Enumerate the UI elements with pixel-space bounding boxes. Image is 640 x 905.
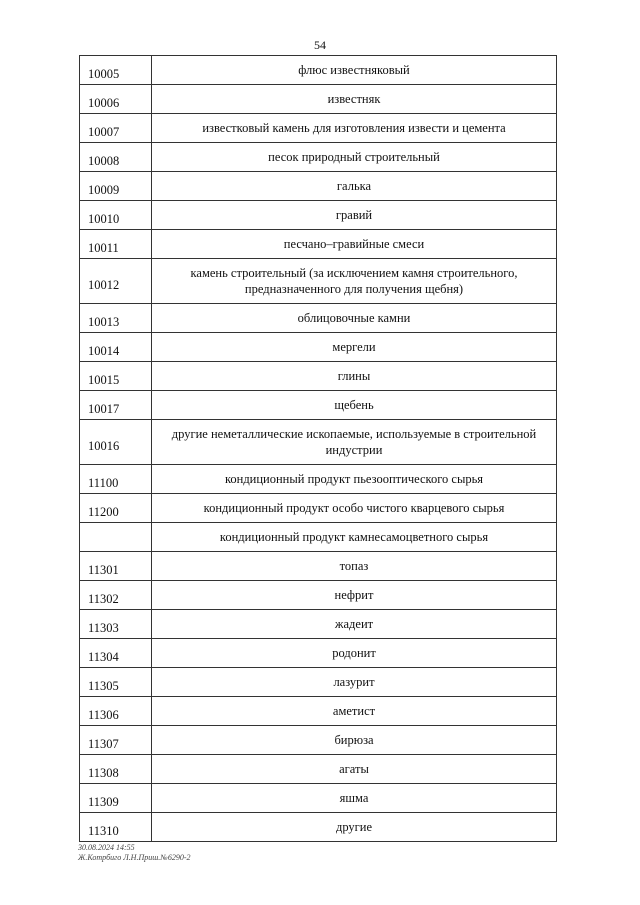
row-code: 10013 <box>80 304 152 333</box>
table-row <box>80 610 557 639</box>
table-row <box>80 755 557 784</box>
row-name: кондиционный продукт пьезооптического сырья <box>152 465 557 494</box>
row-code: 10009 <box>80 172 152 201</box>
row-name: кондиционный продукт камнесамоцветного сырья <box>152 523 557 552</box>
table-row <box>80 639 557 668</box>
row-name: родонит <box>152 639 557 668</box>
table-row <box>80 56 557 85</box>
table-row <box>80 230 557 259</box>
row-name: кондиционный продукт особо чистого кварцевого сырья <box>152 494 557 523</box>
row-name: песок природный строительный <box>152 143 557 172</box>
row-name: лазурит <box>152 668 557 697</box>
table-row <box>80 726 557 755</box>
row-name: яшма <box>152 784 557 813</box>
row-name: облицовочные камни <box>152 304 557 333</box>
page-number: 54 <box>314 38 326 52</box>
table-row <box>80 523 557 552</box>
row-name: мергели <box>152 333 557 362</box>
table-row <box>80 85 557 114</box>
table-row <box>80 362 557 391</box>
row-code: 10010 <box>80 201 152 230</box>
row-code: 11306 <box>80 697 152 726</box>
row-name: аметист <box>152 697 557 726</box>
row-code: 11200 <box>80 494 152 523</box>
row-code: 10015 <box>80 362 152 391</box>
row-name: известковый камень для изготовления извести и цемента <box>152 114 557 143</box>
table-row <box>80 143 557 172</box>
row-code: 10017 <box>80 391 152 420</box>
row-code: 10012 <box>80 259 152 304</box>
row-code: 11309 <box>80 784 152 813</box>
table-row <box>80 494 557 523</box>
row-name: известняк <box>152 85 557 114</box>
footer-stamp <box>78 843 190 863</box>
row-name: галька <box>152 172 557 201</box>
table-row <box>80 668 557 697</box>
table-row <box>80 333 557 362</box>
row-code <box>80 523 152 552</box>
table-body <box>80 56 557 842</box>
row-code: 10016 <box>80 420 152 465</box>
row-code: 11302 <box>80 581 152 610</box>
row-code: 11310 <box>80 813 152 842</box>
row-code: 11305 <box>80 668 152 697</box>
table-row <box>80 391 557 420</box>
row-code: 11100 <box>80 465 152 494</box>
row-name: нефрит <box>152 581 557 610</box>
row-name: камень строительный (за исключением камня строительного, предназначенного для получения щебня) <box>152 259 557 304</box>
table-row <box>80 201 557 230</box>
footer-timestamp: 30.08.2024 14:55 <box>78 843 135 852</box>
row-name: топаз <box>152 552 557 581</box>
row-name: бирюза <box>152 726 557 755</box>
footer-note: Ж.Котрбиго Л.Н.Приш.№6290-2 <box>78 853 191 862</box>
table-row <box>80 552 557 581</box>
row-code: 10011 <box>80 230 152 259</box>
table-row <box>80 420 557 465</box>
row-name: агаты <box>152 755 557 784</box>
table-row <box>80 697 557 726</box>
table-row <box>80 581 557 610</box>
row-name: гравий <box>152 201 557 230</box>
table-row <box>80 304 557 333</box>
row-name: жадеит <box>152 610 557 639</box>
table-row <box>80 813 557 842</box>
table-row <box>80 784 557 813</box>
row-code: 10005 <box>80 56 152 85</box>
row-name: песчано–гравийные смеси <box>152 230 557 259</box>
row-name: другие неметаллические ископаемые, используемые в строительной индустрии <box>152 420 557 465</box>
row-code: 11303 <box>80 610 152 639</box>
row-code: 11307 <box>80 726 152 755</box>
row-name: глины <box>152 362 557 391</box>
row-name: флюс известняковый <box>152 56 557 85</box>
table-row <box>80 172 557 201</box>
row-code: 10006 <box>80 85 152 114</box>
row-code: 11301 <box>80 552 152 581</box>
row-code: 11308 <box>80 755 152 784</box>
row-code: 10007 <box>80 114 152 143</box>
table-row <box>80 259 557 304</box>
row-name: другие <box>152 813 557 842</box>
table-row <box>80 465 557 494</box>
row-name: щебень <box>152 391 557 420</box>
row-code: 10008 <box>80 143 152 172</box>
row-code: 11304 <box>80 639 152 668</box>
table-row <box>80 114 557 143</box>
row-code: 10014 <box>80 333 152 362</box>
codes-table <box>79 55 557 842</box>
